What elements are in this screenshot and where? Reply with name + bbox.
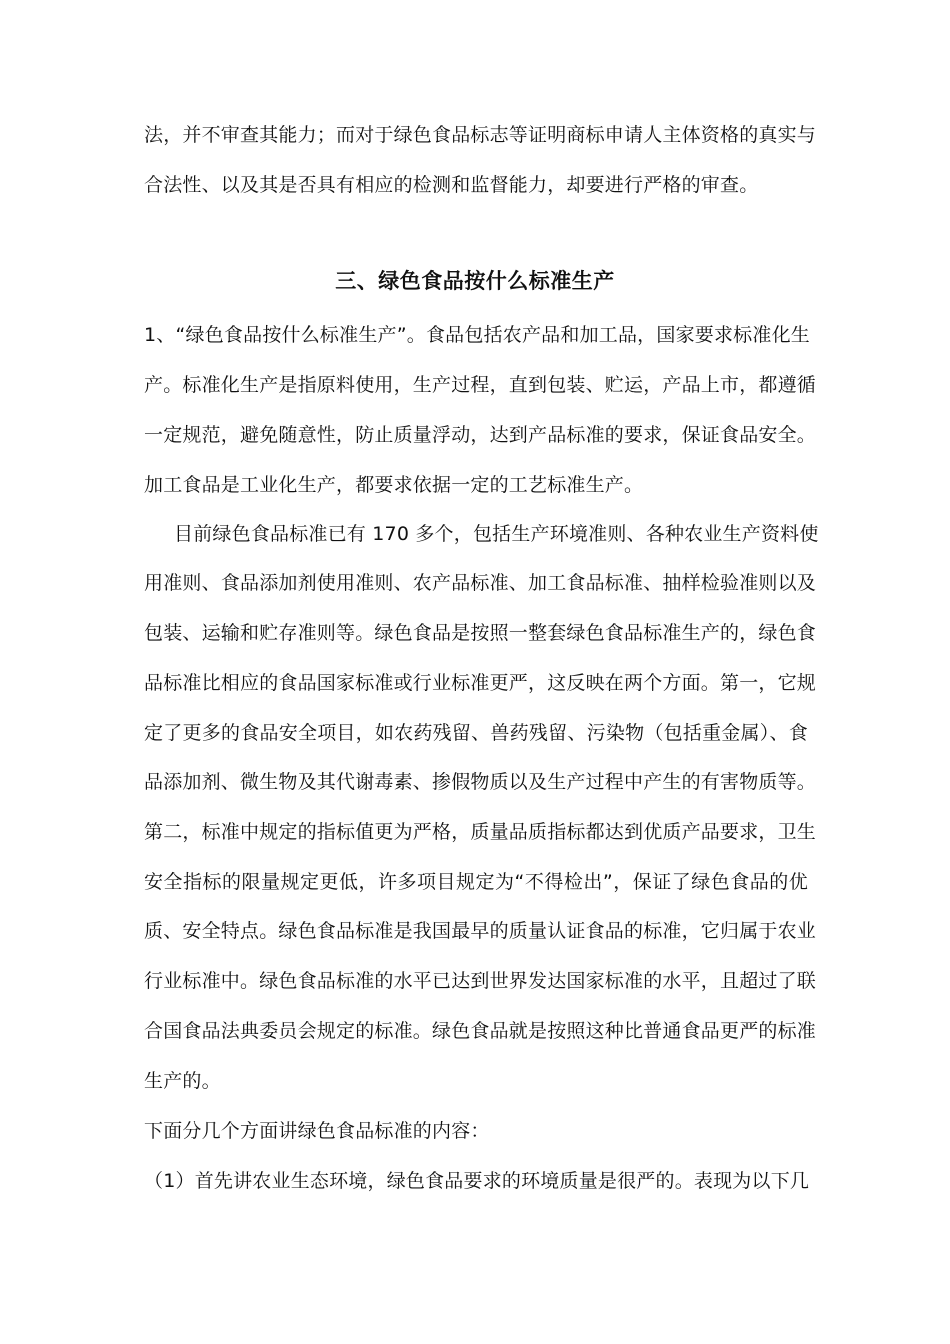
text-line: 质、安全特点。绿色食品标准是我国最早的质量认证食品的标准，它归属于农业 — [144, 920, 817, 942]
text-line: 目前绿色食品标准已有 170 多个，包括生产环境准则、各种农业生产资料使 — [174, 523, 819, 545]
text-line: 包装、运输和贮存准则等。绿色食品是按照一整套绿色食品标准生产的，绿色食 — [144, 622, 817, 644]
text-line: 合国食品法典委员会规定的标准。绿色食品就是按照这种比普通食品更严的标准 — [144, 1020, 817, 1042]
text-line: 生产的。 — [144, 1070, 221, 1092]
text-line: 1、“绿色食品按什么标准生产”。食品包括农产品和加工品，国家要求标准化生 — [144, 324, 810, 346]
text-line: 下面分几个方面讲绿色食品标准的内容： — [144, 1120, 490, 1142]
text-line: （1）首先讲农业生态环境，绿色食品要求的环境质量是很严的。表现为以下几 — [144, 1170, 810, 1192]
text-line: 定了更多的食品安全项目，如农药残留、兽药残留、污染物（包括重金属）、食 — [144, 722, 808, 744]
section-heading: 三、绿色食品按什么标准生产 — [335, 269, 615, 293]
text-line: 法，并不审查其能力；而对于绿色食品标志等证明商标申请人主体资格的真实与 — [144, 124, 817, 146]
text-line: 品标准比相应的食品国家标准或行业标准更严，这反映在两个方面。第一，它规 — [144, 672, 817, 694]
text-line: 加工食品是工业化生产，都要求依据一定的工艺标准生产。 — [144, 474, 644, 496]
text-line: 产。标准化生产是指原料使用，生产过程，直到包装、贮运，产品上市，都遵循 — [144, 374, 817, 396]
text-line: 第二，标准中规定的指标值更为严格，质量品质指标都达到优质产品要求，卫生 — [144, 821, 817, 843]
text-line: 合法性、以及其是否具有相应的检测和监督能力，却要进行严格的审查。 — [144, 174, 759, 196]
text-line: 行业标准中。绿色食品标准的水平已达到世界发达国家标准的水平，且超过了联 — [144, 970, 817, 992]
text-line: 用准则、食品添加剂使用准则、农产品标准、加工食品标准、抽样检验准则以及 — [144, 572, 817, 594]
text-line: 安全指标的限量规定更低，许多项目规定为“不得检出”，保证了绿色食品的优 — [144, 871, 808, 893]
text-line: 品添加剂、微生物及其代谢毒素、掺假物质以及生产过程中产生的有害物质等。 — [144, 771, 817, 793]
text-line: 一定规范，避免随意性，防止质量浮动，达到产品标准的要求，保证食品安全。 — [144, 424, 817, 446]
